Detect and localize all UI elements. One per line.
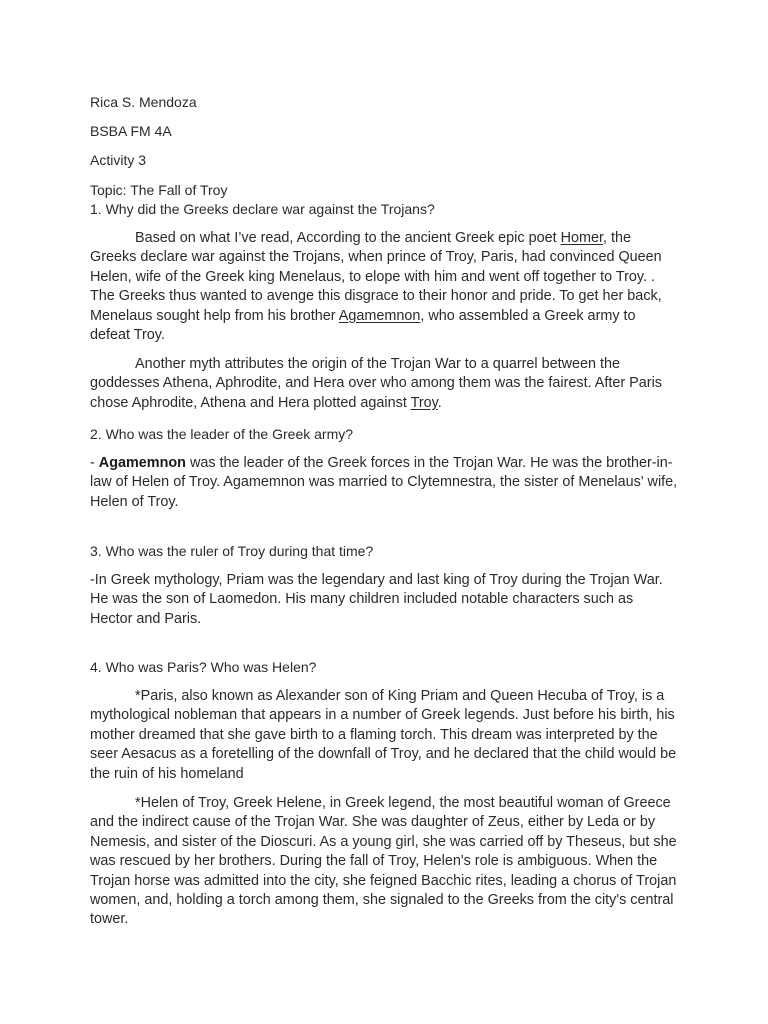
activity-label: Activity 3	[90, 152, 147, 168]
answer-2-text: was the leader of the Greek forces in the Trojan War. He was the brother-in-law of Helen of Troy. Agamemnon was married to Clytemnestra, the sister of Menelaus' wife, Helen of Troy.	[90, 455, 678, 510]
answer-1-paragraph-1	[90, 229, 678, 345]
answer-1b-text-2: .	[437, 394, 442, 411]
question-4: 4. Who was Paris? Who was Helen?	[90, 659, 317, 675]
answer-4-paris	[90, 687, 678, 784]
homer-link[interactable]: Homer	[560, 230, 603, 246]
topic-heading: Topic: The Fall of Troy	[90, 182, 228, 198]
answer-2-prefix: -	[90, 455, 99, 471]
answer-3: -In Greek mythology, Priam was the legendary and last king of Troy during the Trojan War. He was the son of Laomedon. His many children included notable characters such as Hector and Paris.	[90, 572, 663, 627]
troy-link[interactable]: Troy	[410, 394, 438, 411]
question-3: 3. Who was the ruler of Troy during that time?	[90, 543, 374, 559]
answer-4-helen	[90, 794, 678, 930]
answer-2	[90, 454, 678, 512]
answer-1-paragraph-2	[90, 355, 678, 413]
answer-1b-text-1: Another myth attributes the origin of the Trojan War to a quarrel between the goddesses Athena, Aphrodite, and Hera over who among them was the fairest. After Paris chose Aphrodite, Athena and Hera plotted against	[90, 356, 662, 411]
question-2: 2. Who was the leader of the Greek army?	[90, 426, 354, 442]
answer-1-text-3: , who assembled a Greek army to defeat Troy.	[90, 307, 636, 344]
author-name: Rica S. Mendoza	[90, 94, 197, 110]
paris-text: *Paris, also known as Alexander son of King Priam and Queen Hecuba of Troy, is a mythological nobleman that appears in a number of Greek legends. Just before his birth, his mother dreamed that she gave birth to a flaming torch. This dream was interpreted by the seer Aesacus as a foretelling of the downfall of Troy, and he declared that the child would be the ruin of his homeland	[90, 688, 677, 782]
answer-1-text-1: Based on what I’ve read, According to the ancient Greek epic poet	[135, 230, 561, 246]
course-section: BSBA FM 4A	[90, 123, 172, 139]
answer-1-text-2: , the Greeks declare war against the Trojans, when prince of Troy, Paris, had convinced Queen Helen, wife of the Greek king Menelaus, to elope with him and went off together to Troy. . The Greeks thus wanted to avenge this disgrace to their honor and pride. To get her back, Menelaus sought help from his brother	[90, 230, 662, 324]
agamemnon-bold: Agamemnon	[98, 455, 186, 471]
helen-text: *Helen of Troy, Greek Helene, in Greek legend, the most beautiful woman of Greece and the indirect cause of the Trojan War. She was daughter of Zeus, either by Leda or by Nemesis, and sister of the Dioscuri. As a young girl, she was carried off by Theseus, but she was rescued by her brothers. During the fall of Troy, Helen's role is ambiguous. When the Trojan horse was admitted into the city, she feigned Bacchic rites, leading a chorus of Trojan women, and, holding a torch among them, she signaled to the Greeks from the city's central tower.	[90, 795, 677, 928]
agamemnon-link[interactable]: Agamemnon	[338, 307, 421, 324]
question-1: 1. Why did the Greeks declare war against the Trojans?	[90, 201, 435, 217]
